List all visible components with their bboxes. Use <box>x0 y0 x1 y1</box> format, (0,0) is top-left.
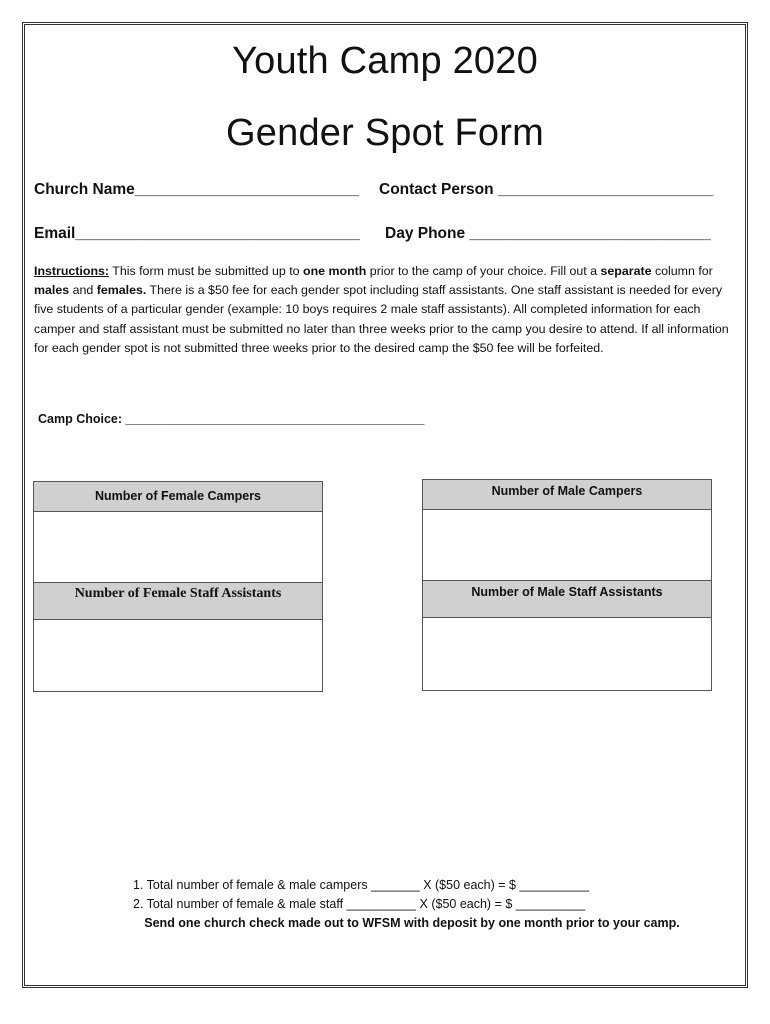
male-campers-input[interactable] <box>423 510 711 580</box>
instructions-text: and <box>69 283 97 298</box>
female-staff-header: Number of Female Staff Assistants <box>34 582 322 620</box>
instructions-text: column for <box>651 264 713 278</box>
instructions-bold: females. <box>96 283 147 298</box>
female-campers-input[interactable] <box>34 512 322 582</box>
church-name-field[interactable]: Church Name__________________________ <box>34 181 359 198</box>
form-title: Youth Camp 2020 <box>232 40 538 82</box>
totals-section <box>0 876 770 933</box>
check-instruction: Send one church check made out to WFSM with deposit by one month prior to your camp. <box>144 916 680 930</box>
female-staff-input[interactable] <box>34 620 322 692</box>
instructions-text: There is a $50 fee for each gender spot including staff assistants. One staff assistant is needed for every five students of a particular gender (example: 10 boys requires 2 male staff assistants). All completed information for each camper and staff assistant must be submitted no later than three weeks prior to the camp you desire to attend. If all information for each gender spot is not submitted three weeks prior to the desired camp the $50 fee will be forfeited. <box>34 283 729 355</box>
male-table <box>422 479 712 691</box>
female-table <box>33 481 323 692</box>
male-campers-header: Number of Male Campers <box>423 480 711 510</box>
instructions-text: prior to the camp of your choice. Fill out a <box>366 264 601 278</box>
camp-choice-field[interactable]: Camp Choice: ___________________________________________ <box>38 412 425 426</box>
total-staff-line[interactable]: 2. Total number of female & male staff __________ X ($50 each) = $ __________ <box>133 897 586 911</box>
instructions-paragraph <box>34 262 738 358</box>
instructions-text: This form must be submitted up to <box>109 264 304 278</box>
instructions-bold: separate <box>600 264 652 278</box>
instructions-bold: one month <box>303 264 367 278</box>
instructions-label: Instructions: <box>34 264 110 278</box>
male-staff-header: Number of Male Staff Assistants <box>423 580 711 618</box>
form-subtitle: Gender Spot Form <box>226 112 544 154</box>
email-field[interactable]: Email_________________________________ <box>34 225 360 242</box>
female-campers-header: Number of Female Campers <box>34 482 322 512</box>
total-campers-line[interactable]: 1. Total number of female & male campers _______ X ($50 each) = $ __________ <box>133 878 589 892</box>
male-staff-input[interactable] <box>423 618 711 690</box>
day-phone-field[interactable]: Day Phone ____________________________ <box>385 225 711 242</box>
contact-person-field[interactable]: Contact Person _________________________ <box>379 181 714 198</box>
instructions-bold: males <box>34 283 70 298</box>
